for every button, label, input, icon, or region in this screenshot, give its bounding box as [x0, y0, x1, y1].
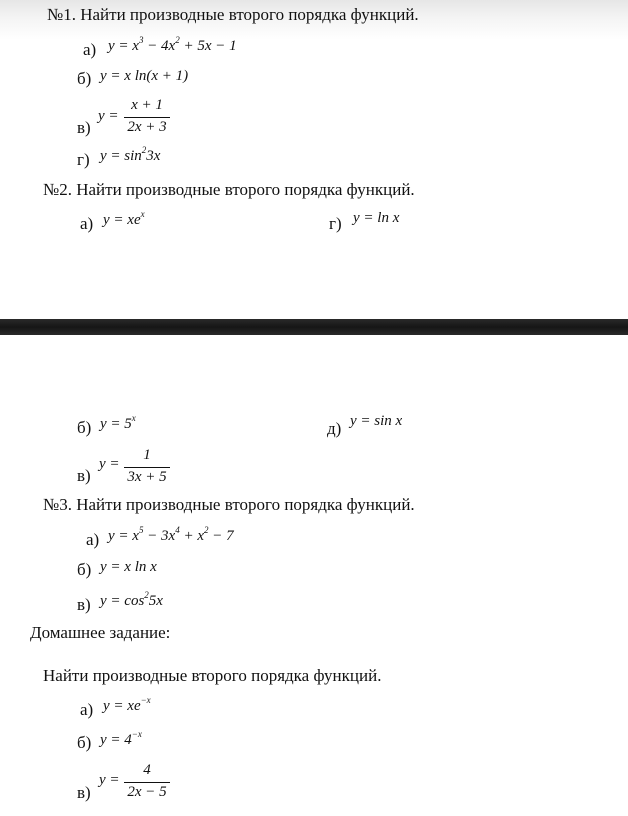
- numerator: x + 1: [131, 97, 163, 113]
- task3-a-formula: $y = x^5 - 3x^4 + x^2 - 7$: [108, 525, 234, 544]
- task1-g-formula: $y = \sin^23x$: [100, 145, 161, 164]
- task1-v-label: в): [77, 118, 91, 137]
- task1-a-formula: $y = x^3 - 4x^2 + 5x - 1$: [108, 35, 237, 54]
- homework-v-label: в): [77, 783, 91, 802]
- homework-b-label: б): [77, 733, 92, 752]
- task2-g-formula: y = ln x: [353, 210, 400, 226]
- task3-a-label: а): [86, 530, 100, 549]
- task2-b-label: б): [77, 418, 92, 437]
- homework-a-label: а): [80, 700, 94, 719]
- denominator: 3x + 5: [127, 469, 167, 485]
- task2-title: №2. Найти производные второго порядка функций.: [43, 180, 415, 199]
- task2-b-formula: $y = 5^x$: [100, 413, 136, 432]
- denominator: 2x + 3: [127, 119, 167, 135]
- homework-b-formula: $y = 4^{-x}$: [100, 729, 142, 748]
- fraction-bar: [124, 782, 170, 783]
- task3-v-label: в): [77, 595, 91, 614]
- homework-v-fraction: [124, 762, 170, 804]
- task2-v-label: в): [77, 466, 91, 485]
- task2-d-label: д): [327, 419, 342, 438]
- task1-b-label: б): [77, 69, 92, 88]
- homework-a-formula: $y = xe^{-x}$: [103, 695, 151, 714]
- task3-b-formula: y = x ln x: [100, 559, 157, 575]
- denominator: 2x − 5: [127, 784, 167, 800]
- task2-d-formula: y = sin x: [350, 413, 403, 429]
- task1-v-lhs: y =: [98, 108, 119, 124]
- numerator: 1: [143, 447, 151, 463]
- task1-g-label: г): [77, 150, 90, 169]
- task2-v-fraction: [124, 447, 170, 489]
- task2-a-label: а): [80, 214, 94, 233]
- fraction-bar: [124, 117, 170, 118]
- task1-a-label: а): [83, 40, 97, 59]
- task1-v-fraction: [124, 97, 170, 139]
- task3-title: №3. Найти производные второго порядка функций.: [43, 495, 415, 514]
- task2-a-formula: $y = xe^x$: [103, 209, 145, 228]
- homework-v-lhs: y =: [99, 772, 120, 788]
- homework-title: Домашнее задание:: [30, 623, 171, 642]
- page-break-bar: [0, 319, 628, 335]
- task1-title: №1. Найти производные второго порядка функций.: [47, 5, 419, 24]
- task3-v-formula: $y = \cos^25x$: [100, 590, 163, 609]
- task2-v-lhs: y =: [99, 456, 120, 472]
- numerator: 4: [143, 762, 151, 778]
- task1-b-formula: y = x ln(x + 1): [100, 68, 189, 84]
- fraction-bar: [124, 467, 170, 468]
- homework-instruction: Найти производные второго порядка функций.: [43, 666, 382, 685]
- task3-b-label: б): [77, 560, 92, 579]
- task2-g-label: г): [329, 214, 342, 233]
